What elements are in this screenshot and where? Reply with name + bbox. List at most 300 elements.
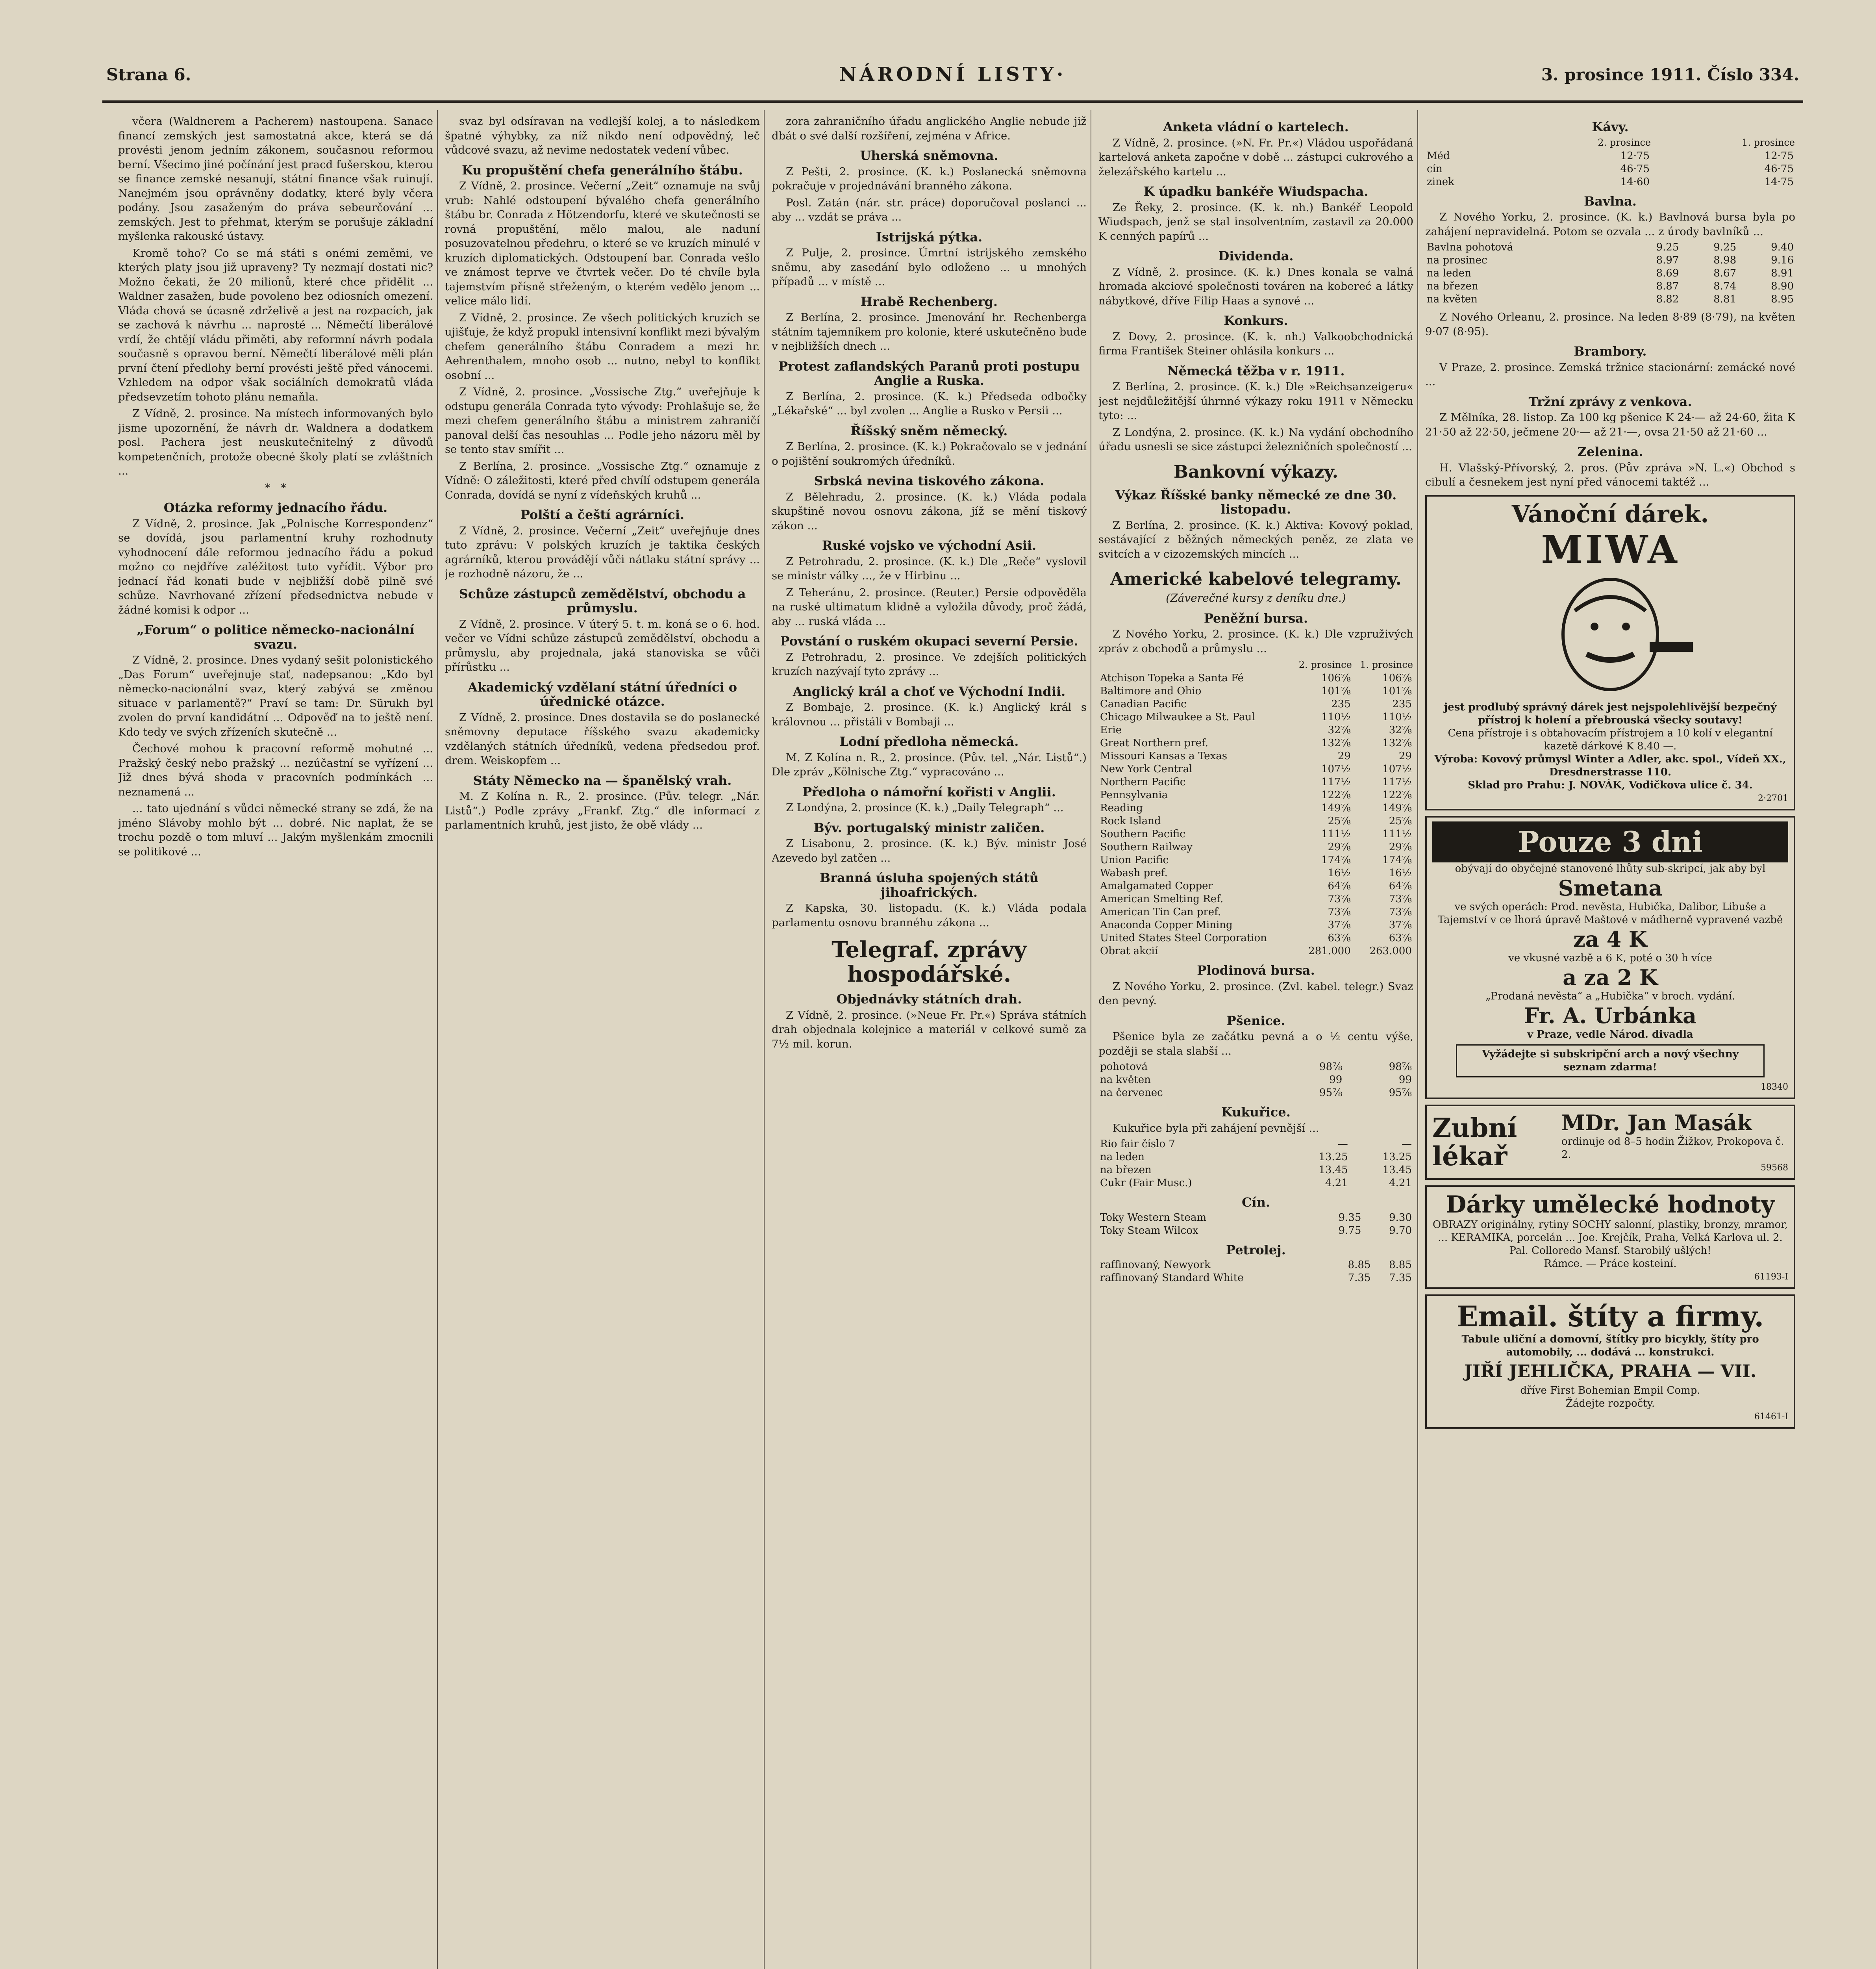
table-value-cell: 235 xyxy=(1331,698,1351,710)
table-value-cell: 235 xyxy=(1392,698,1412,710)
table-header-row xyxy=(1098,658,1413,672)
article-paragraph: Z Vídně, 2. prosince. Jak „Polnische Korrespondenz“ se dovídá, jsou parlamentní kruhy rozhodnuty vyhodnocení dále reformou jednacího řádu a pokud možno co nejdříve zaléžitost tuto vyřídit. Výbor pro jednací řád konati bude v nejbližší době pilně své schůze. Navrhované zřízení předsednictva nebude v žádné komisi k odpor ... xyxy=(118,517,433,616)
article-heading: Otázka reformy jednacího řádu. xyxy=(163,500,388,515)
table-value-cell: 98⅞ xyxy=(1319,1061,1343,1073)
table-row xyxy=(1098,1061,1413,1073)
table-value-cell: 98⅞ xyxy=(1389,1061,1412,1073)
table-value-cell: 8.81 xyxy=(1713,293,1737,305)
table-value-cell: 29 xyxy=(1398,750,1412,762)
table-value-cell: 149⅞ xyxy=(1321,802,1351,814)
ad-middle: ve vkusné vazbě a 6 K, poté o 30 h více xyxy=(1508,952,1712,964)
table-value-cell: 7.35 xyxy=(1389,1272,1412,1284)
article-heading: Dividenda. xyxy=(1218,248,1294,263)
table-value-cell: — xyxy=(1337,1138,1348,1150)
header-rule xyxy=(102,100,1803,103)
article-paragraph: Z Berlína, 2. prosince. (K. k.) Pokračovalo se v jednání o pojištění soukromých úředníků. xyxy=(772,440,1087,467)
article-paragraph: Pšenice byla ze začátku pevná a o ½ centu výše, později se stala slabší ... xyxy=(1098,1030,1413,1057)
table-value-cell: 9.40 xyxy=(1771,241,1794,253)
table-label-cell: zinek xyxy=(1427,176,1454,188)
table-value-cell: 9.16 xyxy=(1771,254,1794,266)
column-divider xyxy=(1417,110,1418,1969)
table-value-cell: 37⅞ xyxy=(1389,919,1412,931)
table-value-cell: 111½ xyxy=(1382,828,1412,840)
ad-footer: Vyžádejte si subskripční arch a nový všechny seznam zdarma! xyxy=(1456,1044,1765,1077)
article-heading: K úpadku bankéře Wiudspacha. xyxy=(1143,184,1369,199)
article-paragraph: Z Bělehradu, 2. prosince. (K. k.) Vláda podala skupštině novou osnovu zákona, jíž se mění tiskový zákon ... xyxy=(772,490,1087,532)
table-value-cell: 8.95 xyxy=(1771,293,1794,305)
table-row xyxy=(1098,750,1413,763)
article-heading: Ruské vojsko ve východní Asii. xyxy=(822,538,1037,553)
article-paragraph: Z Vídně, 2. prosince. „Vossische Ztg.“ uveřejňuje k odstupu generála Conrada tyto vývody: Prohlašuje se, že mezi chefem generálního štábu a ministrem zahraničí panoval delší čas nesouhlas ... Podle jeho názoru měl by se tento stav smířit ... xyxy=(445,386,760,456)
article-heading: Peněžní bursa. xyxy=(1204,610,1308,626)
table-value-cell: 8.97 xyxy=(1656,254,1679,266)
column-4 xyxy=(1098,114,1413,1969)
table-value-cell: 132⅞ xyxy=(1382,737,1412,749)
article-heading: Protest zaflandských Paranů proti postupu Anglie a Ruska. xyxy=(778,358,1080,388)
table-row xyxy=(1425,280,1795,293)
ad-title: Email. štíty a firmy. xyxy=(1456,1299,1764,1333)
advertisement-smetana xyxy=(1425,816,1795,1099)
article-heading: Srbská nevina tiskového zákona. xyxy=(814,473,1044,488)
article-paragraph: svaz byl odsíravan na vedlejší kolej, a to následkem špatné výhybky, za níž nikdo není odpovědný, leč vůdcové svazu, až nevime nedostatek vedení vůbec. xyxy=(445,115,760,156)
table-header: 1. prosince xyxy=(1360,659,1413,670)
table-row xyxy=(1098,698,1413,711)
article-paragraph: Z Petrohradu, 2. prosince. (K. k.) Dle „Reče“ vyslovil se ministr války ..., že v Hirbinu ... xyxy=(772,555,1087,582)
ad-text: ordinuje od 8–5 hodin Žižkov, Prokopova č. 2. xyxy=(1561,1135,1784,1161)
table-row xyxy=(1098,1086,1413,1099)
table-row xyxy=(1098,724,1413,737)
table-label-cell: Northern Pacific xyxy=(1100,776,1186,788)
article-heading: Polští a čeští agrárníci. xyxy=(520,507,685,522)
table-value-cell: 110½ xyxy=(1321,711,1351,723)
table-value-cell: 73⅞ xyxy=(1328,906,1351,918)
separator-stars: * * xyxy=(265,481,286,494)
article-paragraph: M. Z Kolína n. R., 2. prosince. (Pův. telegr. „Nár. Listů“.) Podle zprávy „Frankf. Ztg.“ dle informací z parlamentních kruhů, jest jisto, že obě vlády ... xyxy=(445,790,760,831)
article-heading: Tržní zprávy z venkova. xyxy=(1528,394,1692,409)
advertisement-email xyxy=(1425,1294,1795,1429)
table-label-cell: Southern Pacific xyxy=(1100,828,1185,840)
ad-title: Vánoční dárek. xyxy=(1511,500,1709,528)
table-value-cell: 8.69 xyxy=(1656,267,1679,279)
article-paragraph: Z Vídně, 2. prosince. Dnes dostavila se do poslanecké sněmovny deputace říšského svazu akademicky vzdělaných státních úředníků, vedena předsedou prof. drem. Weiskopfem ... xyxy=(445,711,760,767)
ad-number: 2·2701 xyxy=(1758,793,1788,803)
table-row xyxy=(1098,763,1413,776)
section-title-bank: Bankovní výkazy. xyxy=(1173,462,1339,482)
ad-price: Cena přístroje i s obtahovacím přístrojem a 10 kolí v elegantní kazetě dárkové K 8.40 —. xyxy=(1448,727,1773,752)
portrait-illustration xyxy=(1508,575,1713,693)
table-value-cell: 16½ xyxy=(1328,867,1351,879)
table-value-cell: 99 xyxy=(1398,1074,1412,1086)
table-label-cell: pohotová xyxy=(1100,1061,1148,1073)
table-value-cell: 8.91 xyxy=(1771,267,1794,279)
article-heading: Branná úsluha spojených států jihoafrických. xyxy=(820,870,1039,900)
table-value-cell: 13.45 xyxy=(1382,1164,1412,1176)
table-value-cell: 281.000 xyxy=(1308,945,1351,957)
article-heading: Kávy. xyxy=(1592,119,1629,134)
article-paragraph: Posl. Zatán (nár. str. práce) doporučoval poslanci ... aby ... vzdát se práva ... xyxy=(772,196,1087,223)
table-value-cell: 46·75 xyxy=(1764,163,1794,175)
table-row xyxy=(1098,945,1413,958)
table-value-cell: 9.30 xyxy=(1389,1211,1412,1224)
table-row xyxy=(1425,254,1795,267)
table-value-cell: 7.35 xyxy=(1348,1272,1371,1284)
table-row xyxy=(1098,789,1413,802)
table-row xyxy=(1098,776,1413,789)
table-label-cell: Cukr (Fair Musc.) xyxy=(1100,1177,1192,1189)
ad-price: za 4 K xyxy=(1573,926,1647,952)
table-row xyxy=(1098,685,1413,698)
article-paragraph: Čechové mohou k pracovní reformě mohutné ... Pražský český nebo pražský ... nezúčastní se vyřízení ... Již dnes bývá shoda v pracovních podmínkách ... neznamená ... xyxy=(118,742,433,798)
table-value-cell: 73⅞ xyxy=(1389,906,1412,918)
article-paragraph: Z Teheránu, 2. prosince. (Reuter.) Persie odpověděla na ruské ultimatum klidně a vyložila důvody, proč žádá, aby ... ruská vláda ... xyxy=(772,586,1087,628)
column-3 xyxy=(772,114,1087,1969)
table-value-cell: 25⅞ xyxy=(1328,815,1351,827)
article-paragraph: M. Z Kolína n. R., 2. prosince. (Pův. tel. „Nár. Listů“.) Dle zpráv „Kölnische Ztg.“ vypracováno ... xyxy=(772,751,1087,778)
table-row xyxy=(1425,241,1795,254)
column-5 xyxy=(1425,114,1795,1969)
table-label-cell: Anaconda Copper Mining xyxy=(1100,919,1233,931)
column-1 xyxy=(118,114,433,1969)
ad-firm: Fr. A. Urbánka xyxy=(1524,1003,1696,1028)
table-label-cell: Toky Western Steam xyxy=(1100,1211,1207,1224)
table-label-cell: Union Pacific xyxy=(1100,854,1169,866)
ad-name: JIŘÍ JEHLIČKA, PRAHA — VII. xyxy=(1464,1361,1757,1381)
article-paragraph: Z Vídně, 2. prosince. (»Neue Fr. Pr.«) Správa státních drah objednala kolejnice a materiál v celkové sumě za 7½ mil. korun. xyxy=(772,1009,1087,1050)
article-paragraph: Z Nového Yorku, 2. prosince. (Zvl. kabel. telegr.) Svaz den pevný. xyxy=(1098,980,1413,1007)
ad-maker: Výroba: Kovový průmysl Winter a Adler, akc. spol., Vídeň XX., Dresdnerstrasse 110. xyxy=(1434,753,1786,778)
table-header-row xyxy=(1425,136,1795,150)
article-paragraph: Z Pešti, 2. prosince. (K. k.) Poslanecká sněmovna pokračuje v projednávání branného zákona. xyxy=(772,165,1087,192)
table-row xyxy=(1098,880,1413,893)
table-value-cell: 8.74 xyxy=(1713,280,1737,292)
article-heading: Cín. xyxy=(1241,1195,1270,1210)
article-paragraph: Z Lisabonu, 2. prosince. (K. k.) Býv. ministr José Azevedo byl zatčen ... xyxy=(772,837,1087,864)
table-label-cell: Southern Railway xyxy=(1100,841,1193,853)
table-value-cell: 13.45 xyxy=(1319,1164,1348,1176)
table-value-cell: 107½ xyxy=(1382,763,1412,775)
table-row xyxy=(1098,906,1413,919)
table-value-cell: 106⅞ xyxy=(1382,672,1412,684)
table-value-cell: 117½ xyxy=(1382,776,1412,788)
ad-text: jest prodlubý správný dárek jest nejspolehlivější bezpečný přístroj k holení a přebrouská všecky soutavy! xyxy=(1444,701,1777,726)
table-value-cell: 95⅞ xyxy=(1389,1087,1412,1099)
table-value-cell: 9.25 xyxy=(1713,241,1737,253)
ad-number: 61193-I xyxy=(1754,1272,1788,1282)
wheat-table xyxy=(1098,1061,1413,1099)
table-value-cell: 8.98 xyxy=(1713,254,1737,266)
article-heading: Výkaz Říšské banky německé ze dne 30. listopadu. xyxy=(1115,487,1397,517)
article-paragraph: Z Vídně, 2. prosince. Ze všech politických kruzích se ujišťuje, že když propukl intensivní konflikt mezi bývalým chefem generálního štábu Conradem a mezi hr. Aehrenthalem, mnoho osob ... nutno, nebyl to konflikt osobní ... xyxy=(445,311,760,382)
table-label-cell: American Smelting Ref. xyxy=(1100,893,1224,905)
table-label-cell: na leden xyxy=(1100,1151,1144,1163)
table-value-cell: 174⅞ xyxy=(1321,854,1351,866)
article-paragraph: Z Pulje, 2. prosince. Úmrtní istrijského zemského sněmu, aby zasedání bylo odloženo ... u mnohých případů ... v místě ... xyxy=(772,247,1087,288)
ad-body: Tabule uliční a domovní, štítky pro bicykly, štíty pro automobily, ... dodává ... konstrukci. xyxy=(1461,1333,1759,1358)
table-value-cell: 9.70 xyxy=(1389,1224,1412,1237)
table-row xyxy=(1098,841,1413,854)
article-paragraph: ... tato ujednání s vůdci německé strany se zdá, že na jméno Slávoby mohlo být ... dobré. Nic naplat, že se trochu pozdě o tom mluví ... Jakým myšlenkám zmocnili se politikové ... xyxy=(118,802,433,858)
table-value-cell: 29⅞ xyxy=(1328,841,1351,853)
table-label-cell: Great Northern pref. xyxy=(1100,737,1209,749)
table-label-cell: Baltimore and Ohio xyxy=(1100,685,1202,697)
table-label-cell: New York Central xyxy=(1100,763,1193,775)
table-row xyxy=(1098,893,1413,906)
table-value-cell: 101⅞ xyxy=(1321,685,1351,697)
table-value-cell: 110½ xyxy=(1382,711,1412,723)
advertisement-miwa xyxy=(1425,495,1795,810)
table-label-cell: na květen xyxy=(1427,293,1478,305)
table-row xyxy=(1425,293,1795,306)
table-value-cell: 106⅞ xyxy=(1321,672,1351,684)
article-paragraph: včera (Waldnerem a Pacherem) nastoupena. Sanace financí zemských jest samostatná akce, která se dá provésti jenom jedním zákonem, současnou reformou berní. Všecimo jiné počínání jest pracd fušerskou, kterou se finance zemské nesanují, státní finance však ruinují. Nanejmém jsou oprávněny dodatky, které byly včera podány. Jsou zasaženým do práva sebeurčování ... zemských. Jest to přehmat, kterým se porušuje základní myšlenka rakouské ústavy. xyxy=(118,115,433,243)
article-paragraph: Z Berlína, 2. prosince. (K. k.) Dle »Reichsanzeigeru« jest nejdůležitější úhrnné výkazy roku 1911 v Německu tyto: ... xyxy=(1098,380,1413,422)
article-heading: Hrabě Rechenberg. xyxy=(860,294,998,309)
table-row xyxy=(1098,1224,1413,1237)
ad-note: „Prodaná nevěsta“ a „Hubička“ v broch. vydání. xyxy=(1485,990,1735,1002)
table-label-cell: Méd xyxy=(1427,150,1450,162)
table-label-cell: Bavlna pohotová xyxy=(1427,241,1513,253)
table-value-cell: 32⅞ xyxy=(1389,724,1412,736)
coffee-sugar-table xyxy=(1098,1138,1413,1190)
article-paragraph: Z Nového Yorku, 2. prosince. (K. k.) Dle vzpruživých zpráv z obchodů a průmyslu ... xyxy=(1098,628,1413,655)
article-paragraph: V Praze, 2. prosince. Zemská tržnice stacionární: zemácké nové ... xyxy=(1425,361,1795,388)
ad-title: Pouze 3 dni xyxy=(1432,821,1788,862)
article-paragraph: Z Vídně, 2. prosince. Dnes vydaný sešit polonistického „Das Forum“ uveřejnuje stať, nadepsanou: „Kdo byl německo-nacionální svaz, který zabývá se změnou situace v parlamentě?“ Praví se tam: Dr. Sürukh byl zvolen do první kandidátní ... Odpověď na to ještě není. Kdo tedy ve svých zřízeních skutečně ... xyxy=(118,654,433,738)
table-label-cell: Rock Island xyxy=(1100,815,1161,827)
article-heading: Německá těžba v r. 1911. xyxy=(1167,363,1345,378)
table-row xyxy=(1425,150,1795,163)
table-value-cell: 8.85 xyxy=(1389,1259,1412,1271)
article-paragraph: Z Vídně, 2. prosince. Na místech informovaných bylo jisme upozornění, že návrh dr. Waldnera a dodatkem posl. Pachera jest neuskutečnitelný z důvodů kompetenčních, protože obecné školy platí se zvláštních ... xyxy=(118,407,433,477)
article-paragraph: Ze Řeky, 2. prosince. (K. k. nh.) Bankéř Leopold Wiudspach, jenž se stal insolventním, zastavil za 20.000 K cenných papírů ... xyxy=(1098,201,1413,243)
ad-body: ve svých operách: Prod. nevěsta, Hubička, Dalibor, Libuše a Tajemství v ce lhorá úpravě Maštové v mádherně vypravené vazbě xyxy=(1437,901,1783,926)
tin-table xyxy=(1098,1211,1413,1237)
table-label-cell: Missouri Kansas a Texas xyxy=(1100,750,1228,762)
table-value-cell: 8.90 xyxy=(1771,280,1794,292)
ad-title: Zubní lékař xyxy=(1432,1112,1517,1172)
article-paragraph: Z Petrohradu, 2. prosince. Ve zdejších politických kruzích nazývají tyto zprávy ... xyxy=(772,651,1087,678)
article-paragraph: Kromě toho? Co se má státi s onémi zeměmi, ve kterých platy jsou již upraveny? Ty nezmají dostati nic? Možno čekati, že 20 milionů, které chce přidělit ... Waldner zasažen, bude povoleno bez odiosních omezení. Vláda chová se úcasně zdrželivě a jest na rozpacích, jak se zachová k návrhu ... naprosté ... Němečtí liberálové vrdí, že chtějí vládu přiměti, aby reformní návrh podala současně s opravou berní. Němečtí liberálové měli plán první čtení předlohy berní provésti ještě před vánocemi. Vzhledem na odpor však sociálních demokratů vláda předsevzetím tohoto plánu nemaňla. xyxy=(118,247,433,403)
table-label-cell: Amalgamated Copper xyxy=(1100,880,1213,892)
table-row xyxy=(1098,1164,1413,1177)
table-value-cell: 117½ xyxy=(1321,776,1351,788)
petroleum-table xyxy=(1098,1259,1413,1285)
article-paragraph: Z Londýna, 2. prosince (K. k.) „Daily Telegraph“ ... xyxy=(786,801,1064,814)
table-label-cell: Atchison Topeka a Santa Fé xyxy=(1100,672,1244,684)
ad-previous: dříve First Bohemian Empil Comp. xyxy=(1520,1384,1700,1396)
ad-price: a za 2 K xyxy=(1563,964,1658,990)
table-label-cell: na leden xyxy=(1427,267,1471,279)
ad-name: MDr. Jan Masák xyxy=(1561,1110,1752,1135)
article-heading: Petrolej. xyxy=(1226,1242,1286,1257)
table-value-cell: 174⅞ xyxy=(1382,854,1412,866)
table-value-cell: 99 xyxy=(1329,1074,1343,1086)
article-paragraph: Z Vídně, 2. prosince. (»N. Fr. Pr.«) Vládou uspořádaná kartelová anketa započne v době ... zástupci cukrového a železářského kartelu ... xyxy=(1098,136,1413,178)
table-value-cell: 4.21 xyxy=(1325,1177,1348,1189)
table-value-cell: 14·75 xyxy=(1764,176,1794,188)
ad-number: 59568 xyxy=(1761,1162,1788,1173)
table-label-cell: Canadian Pacific xyxy=(1100,698,1187,710)
table-header: 1. prosince xyxy=(1742,137,1795,148)
section-subtitle: (Záverečné kursy z deníku dne.) xyxy=(1166,591,1346,604)
article-heading: Říšský sněm německý. xyxy=(850,423,1008,438)
article-heading: Anglický král a choť ve Východní Indii. xyxy=(793,684,1066,699)
article-heading: Kukuřice. xyxy=(1221,1105,1291,1120)
section-title-american: Americké kabelové telegramy. xyxy=(1110,569,1402,589)
table-label-cell: cín xyxy=(1427,163,1443,175)
table-value-cell: 13.25 xyxy=(1319,1151,1348,1163)
ad-sklad: Sklad pro Prahu: J. NOVÁK, Vodičkova ulice č. 34. xyxy=(1468,779,1753,791)
table-value-cell: 111½ xyxy=(1321,828,1351,840)
table-row xyxy=(1098,1177,1413,1190)
article-heading: „Forum“ o politice německo-nacionální svazu. xyxy=(137,622,415,652)
article-paragraph: Z Bombaje, 2. prosince. (K. k.) Anglický král s královnou ... přistáli v Bombaji ... xyxy=(772,701,1087,728)
table-row xyxy=(1098,815,1413,828)
table-row xyxy=(1098,1151,1413,1164)
table-row xyxy=(1098,1259,1413,1272)
table-value-cell: 73⅞ xyxy=(1389,893,1412,905)
table-value-cell: 46·75 xyxy=(1620,163,1650,175)
table-header: 2. prosince xyxy=(1298,659,1352,670)
table-row xyxy=(1425,267,1795,280)
article-heading: Pšenice. xyxy=(1226,1013,1285,1028)
table-row xyxy=(1098,867,1413,880)
table-label-cell: raffinovaný, Newyork xyxy=(1100,1259,1211,1271)
issue-date: 3. prosince 1911. Číslo 334. xyxy=(1541,65,1799,84)
newspaper-title: NÁRODNÍ LISTY· xyxy=(839,63,1067,85)
table-value-cell: 149⅞ xyxy=(1382,802,1412,814)
ad-number: 61461-I xyxy=(1754,1411,1788,1422)
page-number: Strana 6. xyxy=(106,65,191,84)
article-heading: Bavlna. xyxy=(1584,193,1637,209)
article-paragraph: Z Kapska, 30. listopadu. (K. k.) Vláda podala parlamentu osnovu brannéhu zákona ... xyxy=(772,902,1087,929)
table-label-cell: na květen xyxy=(1100,1074,1151,1086)
article-paragraph: Z Mělníka, 28. listop. Za 100 kg pšenice K 24·— až 24·60, žita K 21·50 až 22·50, ječmene 20·— až 21·—, ovsa 21·50 až 21·60 ... xyxy=(1425,411,1795,438)
article-heading: Státy Německo na — španělský vrah. xyxy=(473,773,732,788)
article-heading: Objednávky státních drah. xyxy=(836,992,1022,1007)
table-label-cell: na prosinec xyxy=(1427,254,1487,266)
table-value-cell: 13.25 xyxy=(1382,1151,1412,1163)
article-paragraph: Z Nového Orleanu, 2. prosince. Na leden 8·89 (8·79), na květen 9·07 (8·95). xyxy=(1425,311,1795,338)
article-heading: Předloha o námořní kořisti v Anglii. xyxy=(802,784,1056,799)
article-heading: Ku propuštění chefa generálního štábu. xyxy=(462,162,743,178)
table-label-cell: American Tin Can pref. xyxy=(1100,906,1221,918)
table-value-cell: 122⅞ xyxy=(1382,789,1412,801)
table-row xyxy=(1098,932,1413,945)
table-value-cell: 64⅞ xyxy=(1328,880,1351,892)
ad-body: OBRAZY originálny, rytiny SOCHY salonní, plastiky, bronzy, mramor, ... KERAMIKA, porcelán ... Joe. Krejčík, Praha, Velká Karlova ul. 2. Pal. Colloredo Mansf. Starobilý ušlých! xyxy=(1432,1218,1788,1257)
article-paragraph: Z Vídně, 2. prosince. V úterý 5. t. m. koná se o 6. hod. večer ve Vídni schůze zástupců zemědělství, obchodu a průmyslu, aby projednala, jaká stanoviska se vůči přírůstku ... xyxy=(445,617,760,673)
masthead xyxy=(106,65,1799,89)
table-value-cell: 9.25 xyxy=(1656,241,1679,253)
section-title-economic: Telegraf. zprávy hospodářské. xyxy=(832,937,1027,987)
table-row xyxy=(1098,737,1413,750)
table-label-cell: Wabash pref. xyxy=(1100,867,1168,879)
article-paragraph: Z Vídně, 2. prosince. Večerní „Zeit“ oznamuje na svůj vrub: Nahlé odstoupení bývalého chefa generálního štábu br. Conrada z Hötzendorfu, které ve skutečnosti se rovná propuštění, mělo malou, ale naduní posuzovatelnou předehru, o které se ve kruzích minulé v kruzích diplomatických. Odstoupení bar. Conrada vešlo ve známost teprve ve čtvrtek večer. Do té chvíle byla tajemstvím přísně střeženým, o kterém vedělo jenom ... velice málo lidí. xyxy=(445,180,760,307)
stock-quotes-table xyxy=(1098,658,1413,958)
article-paragraph: Z Berlína, 2. prosince. (K. k.) Aktiva: Kovový poklad, sestávající z běžných německých peněz, ze zlata ve svitcích a v cizozemských mincích ... xyxy=(1098,519,1413,560)
table-header: 2. prosince xyxy=(1598,137,1651,148)
article-paragraph: H. Vlašský-Přívorský, 2. pros. (Pův zpráva »N. L.«) Obchod s cibulí a česnekem jest nyní před vánocemi taktéž ... xyxy=(1425,461,1795,488)
table-value-cell: 16½ xyxy=(1389,867,1412,879)
table-row xyxy=(1098,1272,1413,1285)
table-value-cell: 64⅞ xyxy=(1389,880,1412,892)
table-row xyxy=(1425,163,1795,176)
table-value-cell: 63⅞ xyxy=(1328,932,1351,944)
article-heading: Konkurs. xyxy=(1224,313,1288,328)
article-heading: Uherská sněmovna. xyxy=(860,148,998,163)
table-value-cell: 8.67 xyxy=(1713,267,1737,279)
article-heading: Zelenina. xyxy=(1577,444,1643,459)
table-label-cell: na červenec xyxy=(1100,1087,1163,1099)
article-heading: Anketa vládní o kartelech. xyxy=(1163,119,1349,134)
table-value-cell: 9.35 xyxy=(1338,1211,1361,1224)
ad-brand: MIWA xyxy=(1541,527,1680,572)
metals-table xyxy=(1425,136,1795,189)
table-value-cell: 12·75 xyxy=(1764,150,1794,162)
table-label-cell: United States Steel Corporation xyxy=(1100,932,1267,944)
table-value-cell: 8.85 xyxy=(1348,1259,1371,1271)
column-divider xyxy=(764,110,765,1969)
table-value-cell: 25⅞ xyxy=(1389,815,1412,827)
table-row xyxy=(1098,828,1413,841)
article-heading: Schůze zástupců zemědělství, obchodu a průmyslu. xyxy=(459,586,746,616)
table-row xyxy=(1098,672,1413,685)
ad-number: 18340 xyxy=(1761,1082,1788,1092)
table-row xyxy=(1098,1138,1413,1151)
article-heading: Plodinová bursa. xyxy=(1197,963,1315,978)
cotton-table xyxy=(1425,241,1795,306)
table-row xyxy=(1098,802,1413,815)
article-paragraph: Z Vídně, 2. prosince. (K. k.) Dnes konala se valná hromada akciové společnosti továren na kobereć a látky nábytkové, dříve Filip Haas a synové ... xyxy=(1098,265,1413,307)
table-row xyxy=(1098,1211,1413,1224)
table-value-cell: 122⅞ xyxy=(1321,789,1351,801)
table-value-cell: 73⅞ xyxy=(1328,893,1351,905)
table-value-cell: 8.82 xyxy=(1656,293,1679,305)
article-heading: Istrijská pýtka. xyxy=(876,229,983,245)
table-value-cell: 29 xyxy=(1337,750,1351,762)
article-paragraph: Z Vídně, 2. prosince. Večerní „Zeit“ uveřejňuje dnes tuto zprávu: V polských kruzích je taktika českých agrárníků, kterou provádějí vůči nátlaku státní správy ... je rozhodně názoru, že ... xyxy=(445,524,760,580)
column-divider xyxy=(437,110,438,1969)
table-value-cell: 95⅞ xyxy=(1319,1087,1343,1099)
table-label-cell: Reading xyxy=(1100,802,1143,814)
ad-title: Dárky umělecké hodnoty xyxy=(1446,1190,1775,1218)
table-value-cell: 63⅞ xyxy=(1389,932,1412,944)
article-paragraph: Z Berlína, 2. prosince. „Vossische Ztg.“ oznamuje z Vídně: O záležitosti, které před chvílí odstupem generála Conrada, dovídá se nyní z vídeňských kruhů ... xyxy=(445,460,760,501)
table-label-cell: Chicago Milwaukee a St. Paul xyxy=(1100,711,1255,723)
article-paragraph: Z Berlína, 2. prosince. Jmenování hr. Rechenberga státním tajemníkem pro kolonie, které uskutečněno bude v nejbližších dnech ... xyxy=(772,311,1087,352)
table-value-cell: 29⅞ xyxy=(1389,841,1412,853)
article-heading: Akademický vzdělaní státní úředníci o úřednické otázce. xyxy=(467,679,737,709)
table-value-cell: 8.87 xyxy=(1656,280,1679,292)
table-value-cell: — xyxy=(1402,1138,1412,1150)
article-heading: Povstání o ruském okupaci severní Persie. xyxy=(780,634,1078,649)
table-value-cell: 37⅞ xyxy=(1328,919,1351,931)
article-heading: Býv. portugalský ministr zaličen. xyxy=(813,820,1045,835)
ad-address: v Praze, vedle Národ. divadla xyxy=(1527,1028,1693,1040)
table-row xyxy=(1098,711,1413,724)
column-2 xyxy=(445,114,760,1969)
article-paragraph: Z Londýna, 2. prosince. (K. k.) Na vydání obchodního úřadu usnesli se sice zástupci železničních společností ... xyxy=(1098,426,1413,453)
table-label-cell: na březen xyxy=(1427,280,1478,292)
table-row xyxy=(1098,919,1413,932)
table-label-cell: Pennsylvania xyxy=(1100,789,1168,801)
table-label-cell: na březen xyxy=(1100,1164,1152,1176)
ad-footer: Žádejte rozpočty. xyxy=(1565,1397,1655,1409)
table-row xyxy=(1425,176,1795,189)
article-paragraph: zora zahraničního úřadu anglického Anglie nebude již dbát o své další rozšíření, zejména v Africe. xyxy=(772,115,1087,142)
table-label-cell: Erie xyxy=(1100,724,1122,736)
